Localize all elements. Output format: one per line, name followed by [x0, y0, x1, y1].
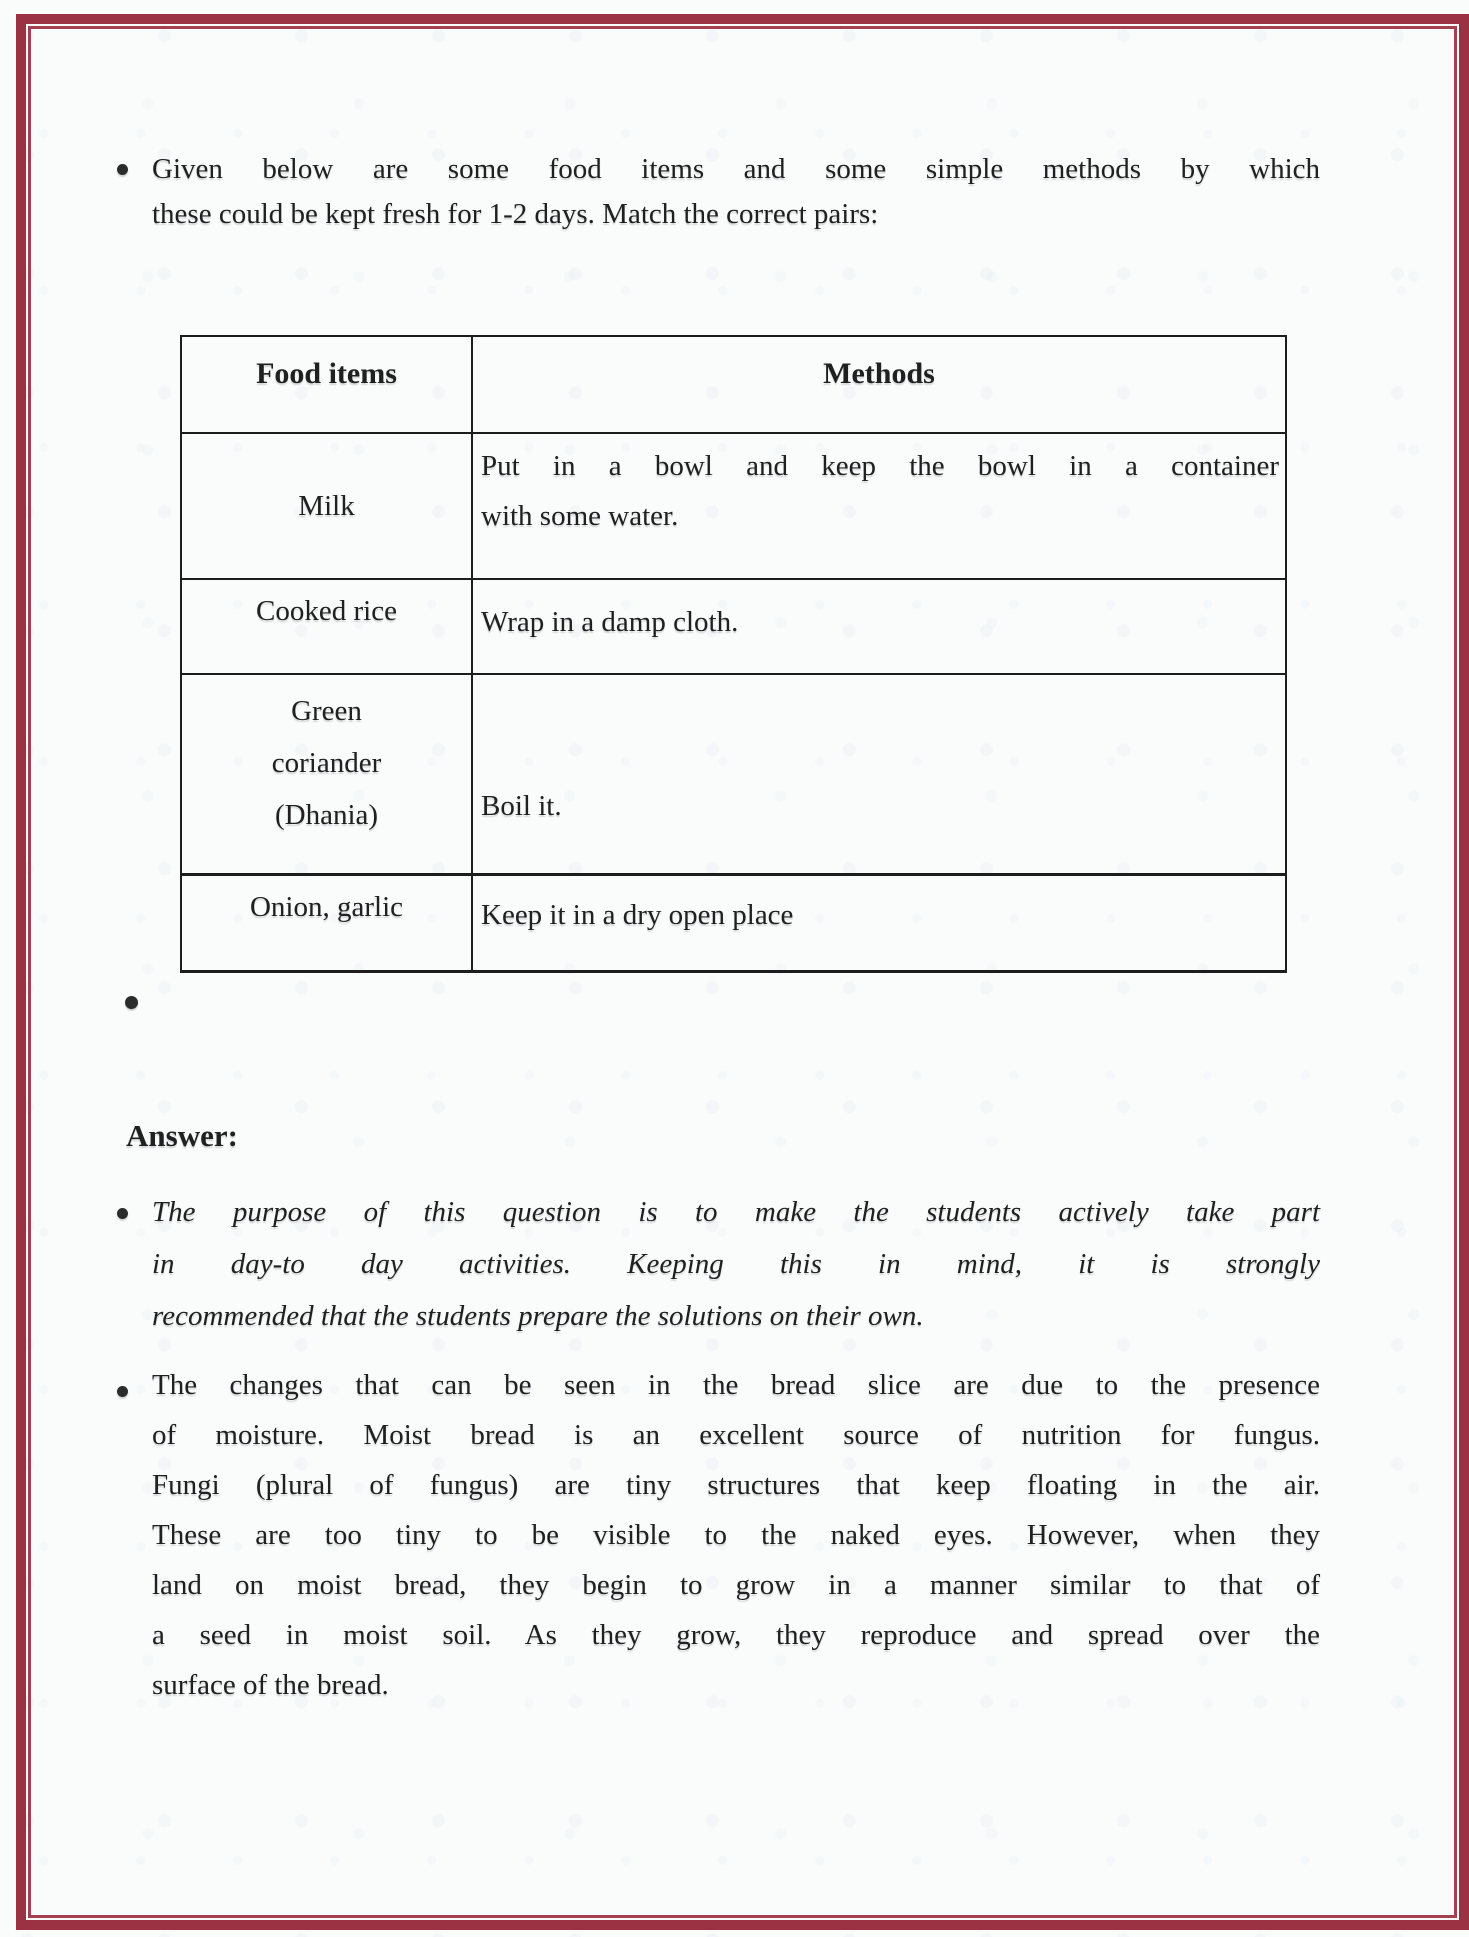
table-row-milk	[181, 433, 1286, 579]
text-line: land on moist bread, they begin to grow in a manner similar to that of	[152, 1569, 1320, 1601]
bullet-icon	[117, 1208, 128, 1219]
text-line: Put in a bowl and keep the bowl in a container	[481, 450, 1279, 482]
table-header-food-items: Food items	[181, 336, 472, 433]
table-cell-method	[472, 874, 1286, 971]
text-line: Green	[291, 695, 362, 727]
text-line: Boil it.	[481, 789, 562, 822]
text-line: Keep it in a dry open place	[481, 898, 794, 931]
text-line: these could be kept fresh for 1-2 days. Match the correct pairs:	[152, 198, 879, 230]
table-header-row	[181, 336, 1286, 433]
text-line: Onion, garlic	[249, 890, 403, 923]
text-line: These are too tiny to be visible to the naked eyes. However, when they	[152, 1519, 1320, 1551]
text-line: of moisture. Moist bread is an excellent source of nutrition for fungus.	[152, 1419, 1320, 1451]
answer-heading: Answer:	[126, 1118, 238, 1153]
table-cell-method	[472, 579, 1286, 674]
table-header-methods: Methods	[472, 336, 1286, 433]
table-cell-method	[472, 674, 1286, 874]
food-methods-table	[180, 335, 1287, 973]
table-row-cooked-rice	[181, 579, 1286, 674]
text-line: in day-to day activities. Keeping this in mind, it is strongly	[152, 1248, 1320, 1280]
bullet-icon	[117, 164, 128, 175]
text-line: (Dhania)	[274, 799, 379, 831]
table-cell-food	[181, 433, 472, 579]
bullet-icon	[125, 996, 138, 1009]
text-line: coriander	[271, 747, 382, 779]
question-text	[152, 147, 1320, 237]
text-line: The changes that can be seen in the bread slice are due to the presence	[152, 1369, 1320, 1401]
text-line: surface of the bread.	[152, 1669, 389, 1701]
table-cell-food	[181, 674, 472, 874]
text-line: a seed in moist soil. As they grow, they reproduce and spread over the	[152, 1619, 1320, 1651]
bullet-icon	[117, 1386, 128, 1397]
table-cell-food	[181, 874, 472, 971]
text-line: The purpose of this question is to make the students actively take part	[152, 1196, 1320, 1228]
text-line: Fungi (plural of fungus) are tiny structures that keep floating in the air.	[152, 1469, 1320, 1501]
answer-explanation-text	[152, 1360, 1320, 1710]
text-line: Milk	[298, 489, 355, 522]
table-row-green-coriander	[181, 674, 1286, 874]
table-cell-food	[181, 579, 472, 674]
table-row-onion-garlic	[181, 874, 1286, 971]
text-line: with some water.	[481, 500, 679, 532]
text-line: recommended that the students prepare the solutions on their own.	[152, 1300, 924, 1332]
answer-note-text	[152, 1186, 1320, 1342]
text-line: Given below are some food items and some simple methods by which	[152, 153, 1320, 185]
text-line: Wrap in a damp cloth.	[481, 606, 739, 638]
table-cell-method	[472, 433, 1286, 579]
text-line: Cooked rice	[256, 595, 397, 627]
